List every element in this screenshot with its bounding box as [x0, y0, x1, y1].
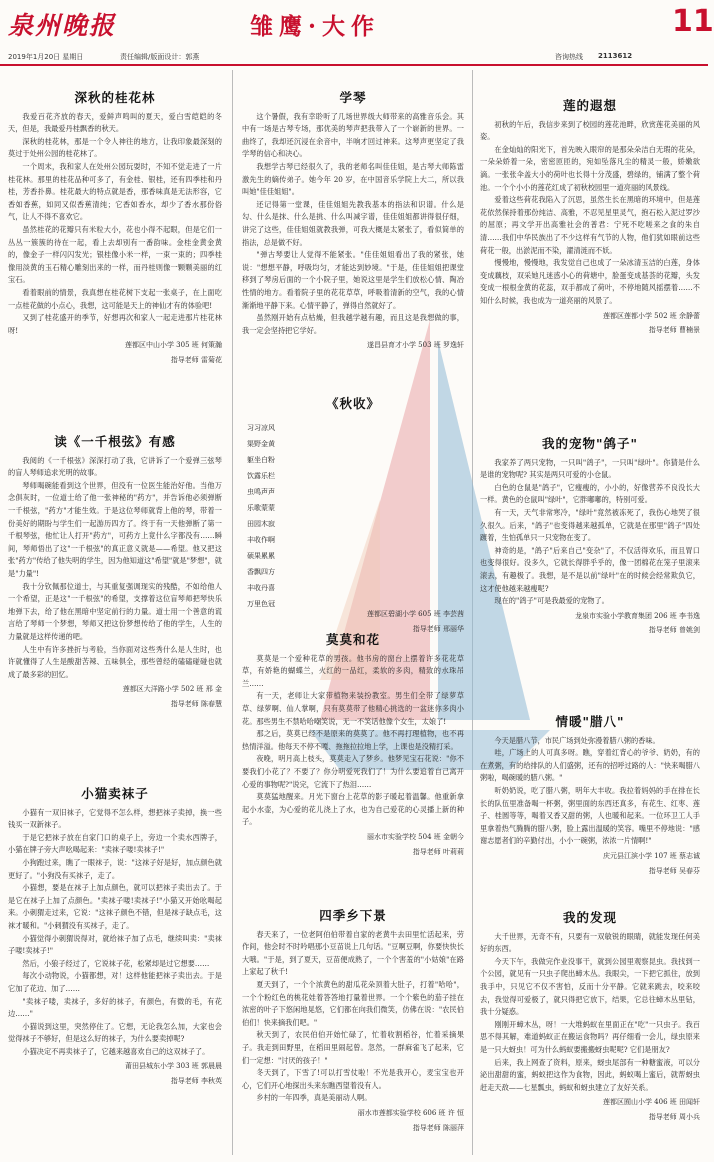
- article: 莲的遐想 初秋的午后，我信步来到了校园的莲花池畔，欣赏莲花美丽的风姿。 在金灿灿的阳光下，首先映入眼帘的是那朵朵洁白无瑕的花朵，一朵朵娇着一朵，密密匝匝的，宛如坠落凡尘的精灵一般，娇嫩欲滴。一张张伞盖大小的荷叶也长得十分茂盛，碧绿的，铺满了整个荷池。一个个小小的莲花红成了初秋校园里一道亮丽的风景线。 爱着这些荷花我陷入了沉思，虽然生长在黑暗的环境中，但是莲花依然保持着那份纯洁、高雅，不忍见星里灵气，抱石松入泥过罗沙的屈原；再文学开出高雅社会的普君：宁死不吃嗟来之食的朱自清……我们中华民族出了不少这样有气节的人物，他们犹如眼前这些荷花一般，出淤泥而不染，濯清涟而不妖。 慢慢地，慢慢地，我发觉自己也成了一朵冰清玉洁的白莲，身体变成藕枝，双采她凡迷惑小心的荷塘中，脸蛋变成基荟的花瓣，头发变成一根根金黄的花蕊，双手都成了荷叶，不停地随风摇摆着……不知什么时候，我也成为一道亮丽的风景了。 莲都区莲都小学 502 班 余静蕾 指导老师 曹楠景: [480, 100, 700, 337]
- article-title: 《秋收》: [325, 396, 380, 411]
- article: 四季乡下景 春天来了，一位老阿伯伯带着自家的老黄牛去田里忙活起来，劳作间，他会时不时吟唱那小豆苗说上几句话。"豆啊豆啊，你要快快长大哦。"于是，到了夏天，豆苗便成熟了，一个个害羞的"小姑娘"在路上家起了秋千! 夏天到了，一个个浓黄色的甜瓜花朵顶着大肚子，打着"哈哈"，一个个粉红色的桃花娃着答答地打量着世界。一个个紫色的茄子挂在浓密的叶子下悠闲地晃悠，它们都在向我们微笑，仿佛在说："农民伯伯们！快来摘我们吧。" 秋天到了，农民伯伯开始忙碌了，忙着收割稻谷，忙着采摘果子。我走到田野里，在稻田里闹起曾。忽然，一群麻雀飞了起来，它们一定想："讨厌的孩子！" 冬天到了，下雪了!可以打雪仗啦！不光是我开心，麦宝宝也开心，它们开心地探出头来东瞧西望着没有人。 乡村的一年四季，真是美丽动人啊。 丽水市莲都实验学校 606 班 许 恒 指导老师 陈丽萍: [242, 910, 464, 1134]
- article-title: 四季乡下景: [319, 908, 387, 923]
- author-line: 丽水市实验学校 504 班 金朝今: [366, 832, 464, 841]
- poem-article: [242, 398, 464, 417]
- column-divider: [232, 70, 233, 1155]
- editor-credit: 责任编辑/版面设计：郭燕: [120, 53, 200, 61]
- article-title: 深秋的桂花林: [74, 90, 156, 105]
- author-line: 遂昌县育才小学 503 班 罗逸轩: [366, 341, 464, 350]
- teacher-line: 指导老师 曾姚剑: [648, 626, 700, 635]
- hotline-number: 2113612: [598, 52, 633, 60]
- article-title: 读《一千根弦》有感: [54, 434, 176, 449]
- article-title: 莫莫和花: [325, 632, 380, 647]
- article-title: 我的发现: [562, 910, 617, 925]
- article: 我的发现 大千世界，无奇不有，只要有一双敏锐的眼睛，就能发现任何美好的东西。 今天下午，我做完作业没事干，就到公园里观察昆虫。我找到一个公园，就见有一只虫子爬出蟑木丛。我眼尖，一下把它抓住，放到我手中，只见它不仅不害怕，反而十分平静。它就来跳去，咬来咬去，我觉得可爱极了，就只得把它放下，结果，它总往蟑木丛里钻，我十分疑惑。 刚刚开蟑木丛，呀！一大堆蚂蚁在里面正在"吃"一只虫子。我百思不得其解，难道蚂蚁正在搬运食物吗？再仔细看一会儿，绿虫原来是一只大蚜虫！可为什么蚂蚁要搬搬蚜虫呢呢? 它们是朋友? 后来，我上网查了资料，原来，蚜虫尾部有一种糖蜜液，可以分泌出甜甜的蜜，蚂蚁把这作为食物，因此，蚂蚁喝上蜜后，就帮蚜虫赶走天敌——七星瓢虫，蚂蚁和蚜虫建立了友好关系。 莲都区囿山小学 406 班 田闻轩 指导老师 周小兵: [480, 912, 700, 1124]
- newspaper-logo: 泉州晚报: [8, 11, 117, 40]
- teacher-line: 指导老师 周小兵: [648, 1112, 700, 1121]
- article: 读《一千根弦》有感 我阅的《一千根弦》深深打动了我，它讲诉了一个爱弹三弦琴的盲人琴师追求光明的故事。 琴师喝碗能看到这个世界，但没有一位医生能治好他。当他万念俱灰时，一位道士给了他一张神秘的"药方"，并告诉他必须弹断一千根弦，"药方"才能生效。于是这位琴师就背上他的琴，带着一份美好的期盼与学生们一起游历四方了。终于有一天他弹断了第一千根琴弦，他忙让人打开"药方"，可药方上竟什么字都没有……瞬间，琴师悟出了这"一千根弦"的真正意义就是——希望。他又把这张"药方"传给了他失明的学生，因为他知道这"希望"就是"梦想"，就是"力量"! 我十分钦佩那位道士，与其重复强调现实的残酷，不如给他人一个希望，正是这"一千根弦"的希望，支撑着这位盲琴师把琴快乐地弹下去，给了他在黑暗中坚定前行的力量。道士用一个善意的谎言给了琴师一个梦想，琴师又把这份梦想传给了他的学生，人生的力量就是这样传递的吧。 人生中有许多挫折与考验，当你面对这些秀什么是人生时，也许就懂得了人生是酸甜苦辣、五味俱全，那些曾经的磕磕碰碰也就成了最多彩的回忆。 莲都区大洋路小学 502 班 邢 金 指导老师 陈春慧: [8, 436, 222, 710]
- header-rule: [0, 64, 708, 66]
- author-line: 莲都区大洋路小学 502 班 邢 金: [122, 685, 222, 694]
- article-title: 小猫卖袜子: [81, 786, 149, 801]
- teacher-line: 指导老师 陈丽萍: [412, 1123, 464, 1132]
- poem-credit: [242, 606, 464, 635]
- author-line: 莲都区碧湖小学 605 班 李芸茜: [366, 610, 464, 618]
- masthead: [0, 0, 714, 61]
- author-line: 莆田县城东小学 303 班 郭晨晨: [124, 1062, 222, 1071]
- hotline-label: 咨询热线: [555, 53, 583, 61]
- article: 深秋的桂花林 我爱百花齐放的春天，爱鲜声鸣叫的夏天，爱白雪皑皑的冬天，但是，我最爱丹桂飘香的秋天。 深秋的桂花林，那是一个令人神往的地方，让我印象最深刻的莫过于处州公园的桂花林了。 一个周末，我和家人在处州公园玩耍时，不知不觉走进了一片桂花林。那里的桂花品种可多了，有金桂、银桂，还有四季桂和丹桂，芳香扑鼻。桂花最大的特点就是香，那香味真是无法形容，它香如香蕉，如同又似香蕉清纯；它香如香水，却少了香水那份俗气，让人不得不喜欢它。 虽然桂花的花瓣只有米粒大小，花也小得不起眼，但是它们一丛丛一簇簇的待在一起，看上去却别有一番韵味。金桂金黄金黄的，像金子一样闪闪发光；银桂像小米一样，一束一束的；四季桂像用淡黄的玉石精心雕刻出来的一样，而丹桂则像一颗颗美丽的红宝石。 看着眼前的情景，我真想在桂花树下支起一张桌子，在上面吃一点桂花做的小点心，我想，这可能是天上的神仙才有的体验吧! 又到了桂花盛开的季节，好想再次和家人一起走进那片桂花林呀! 莲都区中山小学 305 班 何策瀚 指导老师 雷菊花: [8, 92, 222, 366]
- author-line: 庆元县江滨小学 107 班 蔡志诚: [602, 851, 700, 860]
- article-title: 我的宠物"鸽子": [541, 436, 639, 451]
- teacher-line: 指导老师 雷菊花: [170, 355, 222, 364]
- author-line: 龙泉市实验小学教育集团 206 班 李书逸: [574, 611, 700, 620]
- section-title: 雏鹰·大作: [250, 13, 381, 40]
- article: 学琴 这个暑假，我有幸聆听了几场世界级大师带来的高雅音乐会。其中有一场是古琴专场，那优美的琴声把我带入了一个崭新的世界。一曲终了，我却还沉浸在余音中，半响才回过神来。这琴声更坚定了我学琴的信心和决心。 我想学古琴已经很久了，我的老师名叫佳佳姐，是古琴大师陈雷激先生的嫡传弟子。她今年 20 岁，在中国音乐学院上大二，所以我叫她"佳佳姐姐"。 还记得第一堂课，佳佳姐姐先教我基本的指法和识谱。什么是勾、什么是抹、什么是挑、什么叫减字谱，佳佳姐姐都讲得很仔细，讲完了这些，佳佳姐姐就教我弹，可我大概是太紧张了，看似简单的指法，总是做不好。 "弹古琴要让人觉得不能紧张。"佳佳姐姐看出了我的紧张，她说："想想平静，呼吸均匀，才能达到妙境。"于是，佳佳姐姐把课堂移到了琴房后面的一个小院子里，她说这里是学生们放松心情、陶冶性情的地方。看着院子里的花花草草，呼吸着清新的空气，我的心情渐渐地平静下来。心情平静了，弹得自然就好了。 虽然刚开始有点枯燥，但我越学越有趣，而且这是我想做的事，我一定会坚持把它学好。 遂昌县育才小学 503 班 罗逸轩: [242, 92, 464, 352]
- article-title: 莲的遐想: [562, 98, 617, 113]
- article: 小猫卖袜子 小猫有一双旧袜子，它觉得不怎么样，想把袜子卖掉，换一些钱买一双新袜子。 于是它把袜子放在自家门口的桌子上，旁边一个卖水西牌子，小猫在牌子旁大声吆喝起来："卖袜子喽!卖袜子!" 小狗跑过来，瞧了一眼袜子，说："这袜子好是好，加点颜色就更好了。"小狗没有买袜子，走了。 小猫想，要是在袜子上加点颜色，就可以把袜子卖出去了。于是它在袜子上加了点颜色。"卖袜子喽!卖袜子!"小猫又开始吆喝起来。小刺猬走过来，它说："这袜子颜色不错，但是袜子缺点毛，这袜才暖和。"小刺猬没有买袜子，走了。 小猫觉得小刺猬说得对，就给袜子加了点毛，继续叫卖："卖袜子喽!卖袜子!" 然后，小狼子经过了，它说袜子花，松紧却是过它想要…… 每次小动物说，小猫都想，对！这样他能把袜子卖出去。于是它加了花边、加了…… "卖袜子喽，卖袜子，多好的袜子，有颜色，有微的毛，有花边……" 小猫说到这里，突然停住了。它想，无论我怎么加，大家也会觉得袜子不够好，但是这么好的袜子，为什么要卖掉呢? 小猫决定不再卖袜子了，它越来越喜欢自己的这双袜子了。 莆田县城东小学 303 班 郭晨晨 指导老师 李秋英: [8, 788, 222, 1088]
- article: 情暖"腊八" 今天是腊八节，市民广场到处弥漫着腊八粥的香味。 哇，广场上的人可真多呀。瞧，穿着红背心的爷爷、奶奶，有的在煮粥，有的给排队的人们盛粥，还有的招呼过路的人："快来喝腊八粥啦，喝碗暖的腊八粥。" 听奶奶说，吃了腊八粥，明年大丰收。我拉着妈妈的手在排在长长的队伍里准备喝一杯粥，粥里面的东西还真多，有花生、红枣、莲子、桂圆等等，喝着又香又甜的粥，人也暖和起来。一位环卫工人手里拿着热气腾腾的腊八粥，脸上露出温暖的笑容。嘴里不停地说："感谢志愿者们的辛勤付出，小小一碗粥，浓浓一片情啊!" 庆元县江滨小学 107 班 蔡志诚 指导老师 吴春芬: [480, 716, 700, 877]
- poem-lines: 习习凉风 渠野金黄 躯坐白粉 饮露乐栏 虫鸣声声 乐歌蒙蒙 田园木寂 丰收作啊 硕果累累 香飘四方 丰收丹喜 万里色冠: [247, 424, 275, 608]
- article-title: 情暖"腊八": [555, 714, 625, 729]
- article: 莫莫和花 莫莫是一个爱种花草的男孩。他书房的窗台上摆着许多花花草草，有娇艳的蝴蝶兰，火红的一品红，柔软的多肉，精致的水珠吊兰…… 有一天，老师让大家带植物来装扮教室。男生们全带了绿萝草草、绿萝啊、仙人掌啊，只有莫莫带了他精心挑选的一盆迷你多肉小花。那些男生不禁哈哈嘲笑说，无一不笑话他像个女生，太娘了! 那之后，莫莫已经不是原来的莫莫了。他不再打理植物，也不再热情洋溢。他每天不停不嘎、拖拖拉拉地上学，上课也是没精打采。 夜晚，明月高上枝头，莫莫走入了梦乡。他梦见宝石花说："你不要我们小花了？不要了？你分明爱死我们了！为什么要追着自己离开心爱的事物呢?"说完，它流下了热泪…… 莫莫猛地醒来。月光下窗台上花草的影子暖起着温馨。他重新拿起小水壶，为心爱的花儿浇上了水，也为自己爱花的心灵播上新的种子。 丽水市实验学校 504 班 金朝今 指导老师 叶莉莉: [242, 634, 464, 858]
- author-line: 莲都区莲都小学 502 班 余静蕾: [602, 311, 700, 320]
- page-number: 11: [672, 4, 714, 39]
- article-title: 学琴: [339, 90, 367, 105]
- teacher-line: 指导老师 叶莉莉: [412, 847, 464, 856]
- article: 我的宠物"鸽子" 我家养了两只宠物，一只叫"鸽子"，一只叫"绿叶"。你猜是什么是谁的宠物呢? 其实是两只可爱的小仓鼠。 白色的仓鼠是"鸽子"，它瘦瘦的，小小的，好像营养不良没长大一样。黄色的仓鼠叫"绿叶"，它胖嘟嘟的，特别可爱。 有一天，天气非常寒冷，"绿叶"竟然被冻死了，我伤心地哭了很久很久。后来，"鸽子"也变得越来越孤单，它就是在那里"鸽子"四处踱着，生怕孤单只一只宠物在变了。 神奇的是，"鸽子"后来自己"变杂"了，不仅活得欢乐，而且胃口也变得很好。没多久，它就长得胖乎乎的，像一团棉花在笼子里滚来滚去，有趣极了。我想，是不是以前"绿叶"在的时候会经常欺负它，这才使他越来越瘦呢? 现在的"鸽子"可是我最爱的宠物了。 龙泉市实验小学教育集团 206 班 李书逸 指导老师 曾姚剑: [480, 438, 700, 637]
- teacher-line: 指导老师 曹楠景: [648, 326, 700, 335]
- teacher-line: 指导老师 陈春慧: [170, 699, 222, 708]
- author-line: 莲都区中山小学 305 班 何策瀚: [124, 341, 222, 350]
- teacher-line: 指导老师 吴春芬: [648, 866, 700, 875]
- teacher-line: 指导老师 邢丽华: [412, 624, 464, 633]
- teacher-line: 指导老师 李秋英: [170, 1077, 222, 1086]
- author-line: 莲都区囿山小学 406 班 田闻轩: [602, 1098, 700, 1107]
- issue-date: 2019年1月20日 星期日: [8, 53, 84, 61]
- author-line: 丽水市莲都实验学校 606 班 许 恒: [357, 1108, 464, 1117]
